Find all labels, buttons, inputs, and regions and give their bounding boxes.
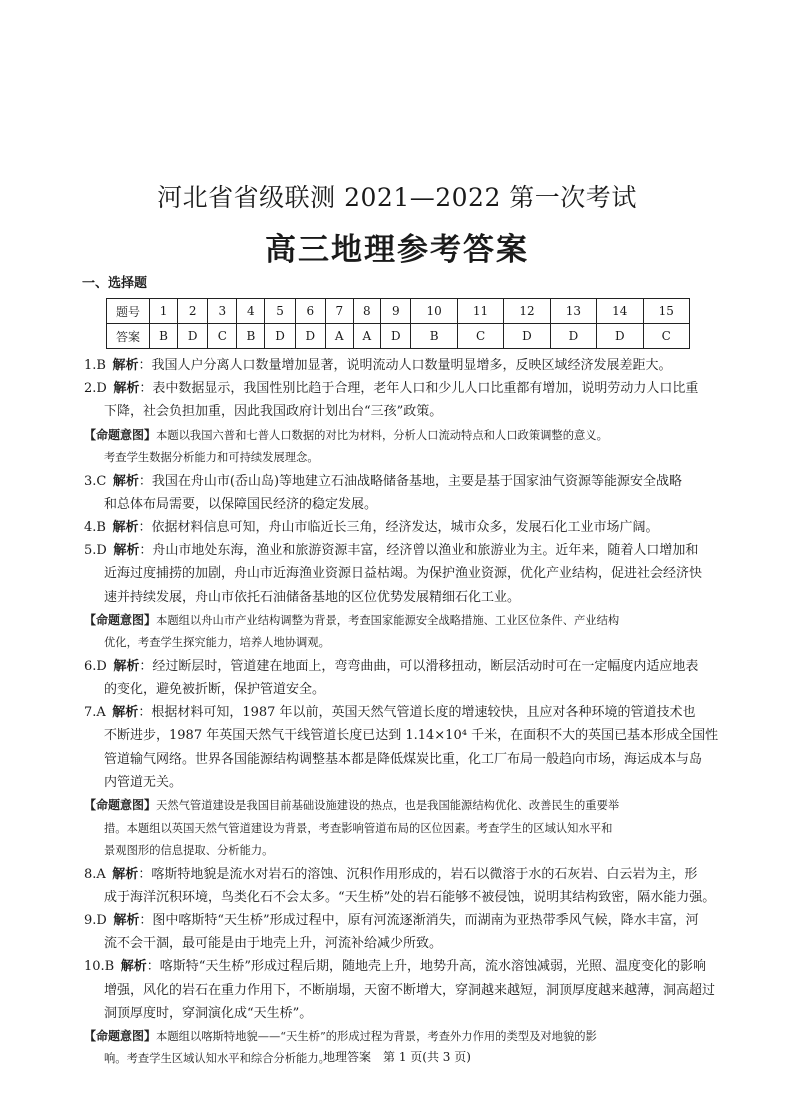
note-text: 本题组以舟山市产业结构调整为背景，考查国家能源安全战略措施、工业区位条件、产业结构 [156, 613, 620, 627]
design-intent-note [84, 794, 724, 863]
explanation-label: 解析 [112, 705, 139, 721]
explanation-label: 解析 [112, 520, 139, 536]
explanation-text: 洞顶厚度时，穿洞演化成“天生桥”。 [104, 1005, 313, 1021]
explanations [84, 354, 724, 1071]
answer-cell: A [325, 324, 353, 349]
explanation-label: 解析 [112, 866, 139, 882]
design-intent-note [84, 424, 724, 470]
section-heading: 一、选择题 [82, 276, 148, 291]
answer-cell: D [550, 324, 596, 349]
explanation-text: 管道输气网络。世界各国能源结构调整基本都是降低煤炭比重，化工厂布局一般趋向市场，海运成本与岛 [104, 751, 703, 767]
answer-cell: D [504, 324, 550, 349]
answer-explanation [84, 516, 724, 539]
explanation-label: 解析 [112, 358, 139, 373]
explanation-text: 下降，社会负担加重，因此我国政府计划出台“三孩”政策。 [104, 404, 443, 420]
explanation-label: 解析 [113, 543, 140, 559]
page-footer: 地理答案 第 1 页(共 3 页) [323, 1050, 471, 1064]
explanation-label: 解析 [120, 959, 147, 975]
question-number-cell: 3 [208, 299, 237, 324]
answer-cell: D [265, 324, 295, 349]
answer-cell: D [597, 324, 643, 349]
question-number-cell: 9 [381, 299, 411, 324]
note-text: 措。本题组以英国天然气管道建设为背景，考查影响管道布局的区位因素。考查学生的区域认知水平和 [104, 821, 613, 835]
question-number-cell: 7 [325, 299, 353, 324]
question-answer: 10.B [84, 959, 115, 975]
question-number-cell: 4 [237, 299, 265, 324]
question-answer: 5.D [84, 543, 107, 559]
explanation-text: ：我国人户分离人口数量增加显著，说明流动人口数量明显增多，反映区域经济发展差距大。 [138, 358, 672, 373]
question-number-cell: 13 [550, 299, 596, 324]
question-number-cell: 10 [411, 299, 457, 324]
explanation-label: 解析 [113, 381, 140, 397]
question-answer: 6.D [84, 658, 107, 674]
question-number-cell: 15 [643, 299, 689, 324]
note-tag: 【命题意图】 [84, 798, 157, 813]
answer-explanation [84, 377, 724, 423]
answer-cell: D [295, 324, 325, 349]
explanation-text: 流不会干涸，最可能是由于地壳上升，河流补给减少所致。 [104, 936, 443, 952]
note-tag: 【命题意图】 [84, 612, 157, 627]
question-number-cell: 11 [457, 299, 503, 324]
answer-explanation [84, 655, 724, 701]
explanation-label: 解析 [113, 658, 140, 674]
question-answer: 8.A [84, 866, 106, 882]
note-text: 考查学生数据分析能力和可持续发展理念。 [104, 451, 319, 465]
note-text: 本题以我国六普和七普人口数据的对比为材料，分析人口流动特点和人口政策调整的意义。 [156, 428, 608, 442]
question-number-cell: 5 [265, 299, 295, 324]
explanation-text: ：表中数据显示，我国性别比趋于合理，老年人口和少儿人口比重都有增加，说明劳动力人口比重 [139, 381, 699, 397]
answer-explanation [84, 701, 724, 794]
note-tag: 【命题意图】 [84, 1028, 157, 1043]
exam-title: 河北省省级联测 2021—2022 第一次考试 [157, 183, 637, 212]
explanation-text: 不断进步，1987 年英国天然气干线管道长度已达到 1.14×10⁴ 千米，在面积不大的英国已基本形成全国性 [104, 728, 719, 744]
explanation-label: 解析 [113, 912, 140, 928]
row-label: 答案 [107, 324, 150, 349]
note-text: 本题组以喀斯特地貌——“天生桥”的形成过程为背景，考查外力作用的类型及对地貌的影 [156, 1029, 597, 1043]
explanation-text: ：依据材料信息可知，舟山市临近长三角，经济发达，城市众多，发展石化工业市场广阔。 [138, 520, 659, 536]
note-text: 响。考查学生区域认知水平和综合分析能力。 [104, 1052, 330, 1066]
question-number-cell: 6 [295, 299, 325, 324]
answer-cell: A [353, 324, 381, 349]
row-label: 题号 [107, 299, 150, 324]
question-number-cell: 2 [178, 299, 208, 324]
explanation-text: ：经过断层时，管道建在地面上，弯弯曲曲，可以滑移扭动，断层活动时可在一定幅度内适应地表 [139, 658, 699, 674]
question-answer: 3.C [84, 473, 107, 489]
answer-explanation [84, 470, 724, 516]
question-answer: 1.B [84, 358, 106, 373]
explanation-text: ：我国在舟山市(岙山岛)等地建立石油战略储备基地，主要是基于国家油气资源等能源安全战略 [138, 473, 683, 489]
explanation-text: 近海过度捕捞的加剧，舟山市近海渔业资源日益枯竭。为保护渔业资源，优化产业结构，促进社会经济快 [104, 566, 703, 582]
question-number-cell: 14 [597, 299, 643, 324]
explanation-text: ：图中喀斯特“天生桥”形成过程中，原有河流逐渐消失，而湖南为亚热带季风气候，降水丰富，河 [139, 912, 699, 928]
explanation-label: 解析 [112, 473, 139, 489]
question-number-cell: 8 [353, 299, 381, 324]
note-tag: 【命题意图】 [84, 427, 157, 442]
answer-explanation [84, 539, 724, 609]
answer-cell: C [208, 324, 237, 349]
question-answer: 2.D [84, 381, 107, 397]
answer-explanation [84, 909, 724, 955]
answer-explanation [84, 863, 724, 909]
answer-row [107, 324, 690, 349]
design-intent-note [84, 609, 724, 655]
explanation-text: 的变化，避免被折断，保护管道安全。 [104, 682, 326, 698]
explanation-text: 内管道无关。 [104, 774, 183, 790]
question-number-cell: 12 [504, 299, 550, 324]
question-answer: 4.B [84, 520, 106, 536]
answer-cell: B [150, 324, 178, 349]
explanation-text: 速并持续发展，舟山市依托石油储备基地的区位优势发展精细石化工业。 [104, 589, 521, 605]
question-answer: 9.D [84, 912, 107, 928]
note-text: 景观图形的信息提取、分析能力。 [104, 844, 274, 858]
explanation-text: 成于海洋沉积环境，鸟类化石不会太多。“天生桥”处的岩石能够不被侵蚀，说明其结构致密，隔水能力强。 [104, 889, 716, 905]
question-answer: 7.A [84, 705, 106, 721]
answer-cell: B [411, 324, 457, 349]
answer-explanation [84, 955, 724, 1025]
explanation-text: ：喀斯特地貌是流水对岩石的溶蚀、沉积作用形成的，岩石以微溶于水的石灰岩、白云岩为主，形 [138, 866, 698, 882]
note-text: 天然气管道建设是我国目前基础设施建设的热点，也是我国能源结构优化、改善民生的重要举 [156, 799, 620, 813]
page-title: 高三地理参考答案 [265, 232, 529, 268]
explanation-text: 增强，风化的岩石在重力作用下，不断崩塌，天窗不断增大，穿洞越来越短，洞顶厚度越来越薄，洞高超过 [104, 982, 716, 998]
explanation-text: ：舟山市地处东海，渔业和旅游资源丰富，经济曾以渔业和旅游业为主。近年来，随着人口增加和 [139, 543, 699, 559]
answer-cell: D [178, 324, 208, 349]
note-text: 优化，考查学生探究能力，培养人地协调观。 [104, 636, 330, 650]
answer-cell: B [237, 324, 265, 349]
explanation-text: 和总体布局需要，以保障国民经济的稳定发展。 [104, 496, 378, 512]
explanation-text: ：喀斯特“天生桥”形成过程后期，随地壳上升，地势升高，流水溶蚀减弱，光照、温度变化的影响 [146, 959, 707, 975]
answer-cell: C [457, 324, 503, 349]
explanation-text: ：根据材料可知，1987 年以前，英国天然气管道长度的增速较快，且应对各种环境的管道技术也 [138, 705, 696, 721]
answer-explanation [84, 354, 724, 377]
answer-cell: C [643, 324, 689, 349]
question-number-cell: 1 [150, 299, 178, 324]
answer-cell: D [381, 324, 411, 349]
question-number-row [107, 299, 690, 324]
answer-table [106, 298, 690, 349]
